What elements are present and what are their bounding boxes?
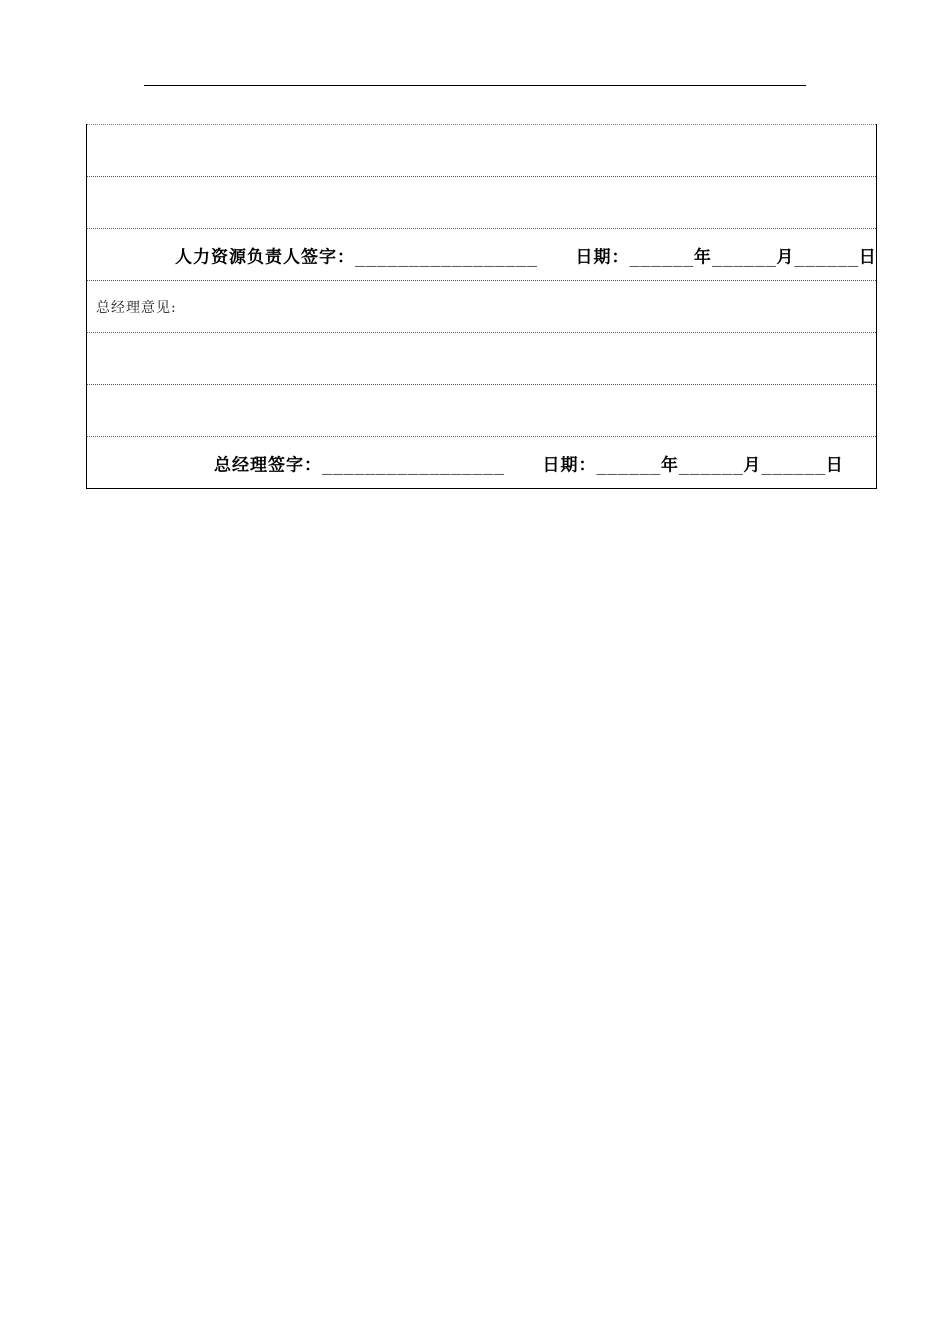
gm-date-label: 日期： — [542, 455, 597, 475]
hr-opinion-blank-row-2[interactable] — [87, 176, 876, 228]
gm-year-blank[interactable]: ______ — [596, 455, 661, 475]
gm-month-blank[interactable]: ______ — [678, 455, 744, 475]
gm-year-unit: 年 — [660, 455, 679, 475]
gm-month-unit: 月 — [743, 455, 762, 475]
hr-signature-label: 人力资源负责人签字： — [175, 247, 355, 267]
gm-opinion-label: 总经理意见: — [96, 299, 177, 316]
gm-signature-row — [87, 436, 876, 488]
gm-signature-line — [214, 450, 844, 475]
gm-day-blank[interactable]: ______ — [761, 455, 826, 475]
hr-date-label: 日期： — [575, 247, 630, 267]
hr-year-blank[interactable]: ______ — [629, 247, 694, 267]
header-rule — [144, 85, 806, 86]
hr-signature-line — [175, 242, 877, 267]
hr-day-blank[interactable]: ______ — [794, 247, 859, 267]
gm-signature-blank[interactable]: _________________ — [322, 455, 505, 475]
gm-signature-label: 总经理签字： — [214, 455, 322, 475]
hr-year-unit: 年 — [693, 247, 712, 267]
hr-month-unit: 月 — [776, 247, 795, 267]
gm-opinion-blank-row-1[interactable] — [87, 332, 876, 384]
hr-opinion-blank-row-1[interactable] — [87, 124, 876, 176]
hr-signature-blank[interactable]: _________________ — [355, 247, 538, 267]
gm-opinion-label-row — [87, 280, 876, 332]
hr-signature-row — [87, 228, 876, 280]
hr-day-unit: 日 — [858, 247, 877, 267]
approval-form-table — [86, 124, 877, 489]
gm-day-unit: 日 — [825, 455, 844, 475]
gm-opinion-blank-row-2[interactable] — [87, 384, 876, 436]
hr-month-blank[interactable]: ______ — [711, 247, 777, 267]
